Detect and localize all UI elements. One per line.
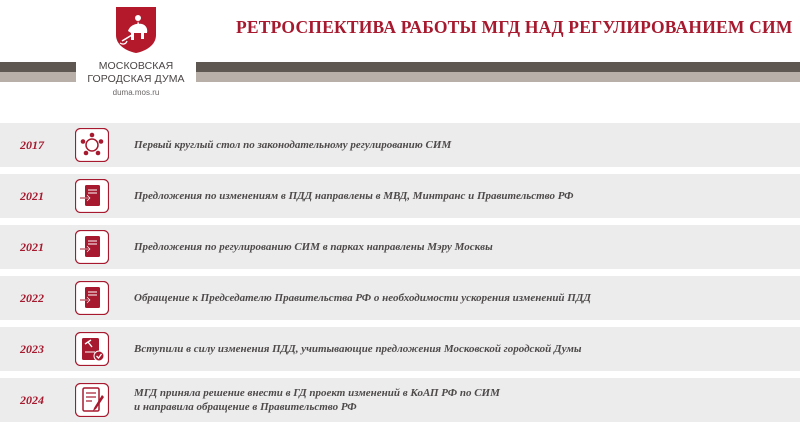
document-send-icon: [75, 230, 109, 264]
logo-line-2: ГОРОДСКАЯ ДУМА: [87, 73, 185, 85]
logo-url: duma.mos.ru: [112, 88, 160, 97]
timeline-row: [0, 378, 800, 422]
document-send-icon: [75, 281, 109, 315]
timeline-text: Первый круглый стол по законодательному регулированию СИМ: [134, 139, 452, 151]
timeline-text: Обращение к Председателю Правительства РФ о необходимости ускорения изменений ПДД: [134, 292, 591, 304]
timeline-row: [0, 276, 800, 320]
timeline-year: 2021: [20, 189, 44, 203]
timeline-text: Вступили в силу изменения ПДД, учитывающие предложения Московской городской Думы: [134, 343, 582, 355]
duma-logo[interactable]: [76, 0, 196, 100]
round-table-icon: [75, 128, 109, 162]
timeline-year: 2024: [20, 393, 44, 407]
law-approved-icon: [75, 332, 109, 366]
timeline-text: Предложения по регулированию СИМ в парках направлены Мэру Москвы: [134, 241, 493, 253]
timeline-year: 2023: [20, 342, 44, 356]
timeline-row: [0, 327, 800, 371]
document-sign-icon: [75, 383, 109, 417]
timeline-row: [0, 123, 800, 167]
timeline-row: [0, 225, 800, 269]
page-title: РЕТРОСПЕКТИВА РАБОТЫ МГД НАД РЕГУЛИРОВАНИЕМ СИМ: [236, 17, 793, 37]
document-send-icon: [75, 179, 109, 213]
timeline-year: 2021: [20, 240, 44, 254]
timeline-text-line: и направила обращение в Правительство РФ: [134, 401, 357, 413]
timeline-row: [0, 174, 800, 218]
timeline-text: Предложения по изменениям в ПДД направлены в МВД, Минтранс и Правительство РФ: [134, 190, 574, 202]
timeline-text: [134, 378, 500, 422]
timeline-year: 2022: [20, 291, 44, 305]
timeline-year: 2017: [20, 138, 44, 152]
moscow-crest-icon: [114, 5, 158, 55]
timeline-text-line: МГД приняла решение внести в ГД проект изменений в КоАП РФ по СИМ: [134, 387, 500, 399]
logo-line-1: МОСКОВСКАЯ: [98, 60, 174, 72]
